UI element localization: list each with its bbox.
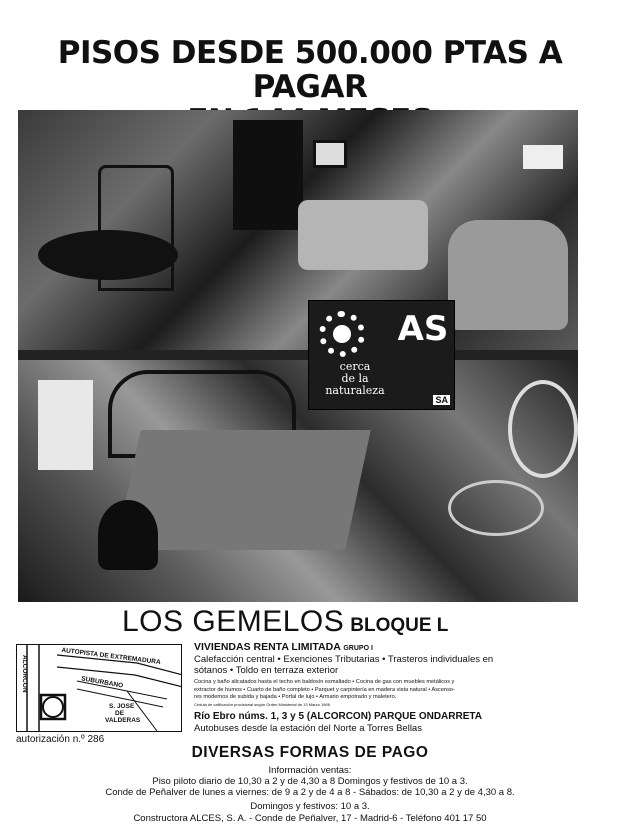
logo-slogan-line-1: cerca (339, 360, 371, 373)
product-title (122, 605, 448, 643)
wicker-chair-shape (508, 380, 578, 478)
show-flat-hours: Piso piloto diario de 10,30 a 2 y de 4,30 a 8 Domingos y festivos de 10 a 3. (152, 776, 468, 787)
details-title-text: VIVIENDAS RENTA LIMITADA (194, 641, 341, 653)
side-table-shape (448, 480, 544, 536)
map-label-autopista: AUTOPISTA DE EXTREMADURA (60, 646, 161, 667)
logo-monogram: AS (397, 309, 449, 349)
photo-collage (18, 110, 578, 602)
logo-badge: SA (435, 395, 448, 405)
sofa-shape (298, 200, 428, 270)
amenities-line-3: res modernos de subida y bajada • Portal de lujo • Armario empotrado y maletero. (194, 694, 397, 700)
sales-info-heading: Información ventas: (268, 765, 352, 776)
table-shape (38, 230, 178, 280)
armchair-shape (448, 220, 568, 330)
developer-logo (308, 300, 455, 410)
doorway-shape (233, 120, 303, 230)
map-label-suburbano: SUBURBANO (80, 675, 124, 690)
photo-bedroom (18, 360, 578, 602)
map-label-alcorcon: ALCORCON (21, 655, 28, 693)
amenities-line-2: extractor de humos • Cuarto de baño completo • Parquet y carpintería en madera vista natural • Ascenso- (194, 686, 455, 693)
location-map (16, 644, 182, 732)
lamp-shape (523, 145, 563, 169)
constructor-contact: Constructora ALCES, S. A. - Conde de Peñalver, 17 - Madrid-6 - Teléfono 401 17 50 (133, 813, 487, 824)
payment-title: DIVERSAS FORMAS DE PAGO (191, 744, 429, 761)
amenities-line-1: Cocina y baño alicatados hasta el techo en baldosín esmaltado • Cocina de gas con muebles metálicos y (194, 679, 455, 685)
product-name: LOS GEMELOS (122, 605, 345, 638)
sunday-hours: Domingos y festivos: 10 a 3. (250, 801, 370, 812)
headline-line-1: PISOS DESDE 500.000 PTAS A PAGAR (57, 35, 563, 105)
details-grupo: GRUPO I (343, 645, 373, 652)
photo-living-room (18, 110, 578, 350)
logo-slogan-line-3: naturaleza (325, 384, 385, 397)
office-hours: Conde de Peñalver de lunes a viernes: de 9 a 2 y de 4 a 8 - Sábados: de 10,30 a 2 y de 4,30 a 8. (105, 787, 515, 798)
flower-center (333, 325, 351, 343)
location-circle-icon (43, 697, 63, 717)
logo-slogan-line-2: de la (341, 372, 369, 385)
authorization-number: autorización n.º 286 (16, 734, 105, 745)
map-label-san-jose: S. JOSE (109, 703, 135, 710)
bus-info: Autobuses desde la estación del Norte a Torres Bellas (194, 722, 422, 734)
lamp-base-shape (98, 500, 158, 570)
map-label-valderas: VALDERAS (105, 717, 141, 724)
logo-slogan (315, 361, 395, 397)
property-details (194, 641, 584, 734)
window-shape (38, 380, 93, 470)
features-line-2: sótanos • Toldo en terraza exterior (194, 664, 339, 676)
map-label-de: DE (115, 710, 125, 717)
legal-note: Cédula de calificación provisional según Orden Ministerial de 13 Marzo 1968 (194, 701, 330, 707)
product-block: BLOQUE L (350, 615, 449, 636)
television-shape (313, 140, 347, 168)
address: Río Ebro núms. 1, 3 y 5 (ALCORCON) PARQUE ONDARRETA (194, 710, 482, 722)
details-title (194, 641, 584, 655)
features-line-1: Calefacción central • Exenciones Tributarias • Trasteros individuales en (194, 654, 494, 665)
